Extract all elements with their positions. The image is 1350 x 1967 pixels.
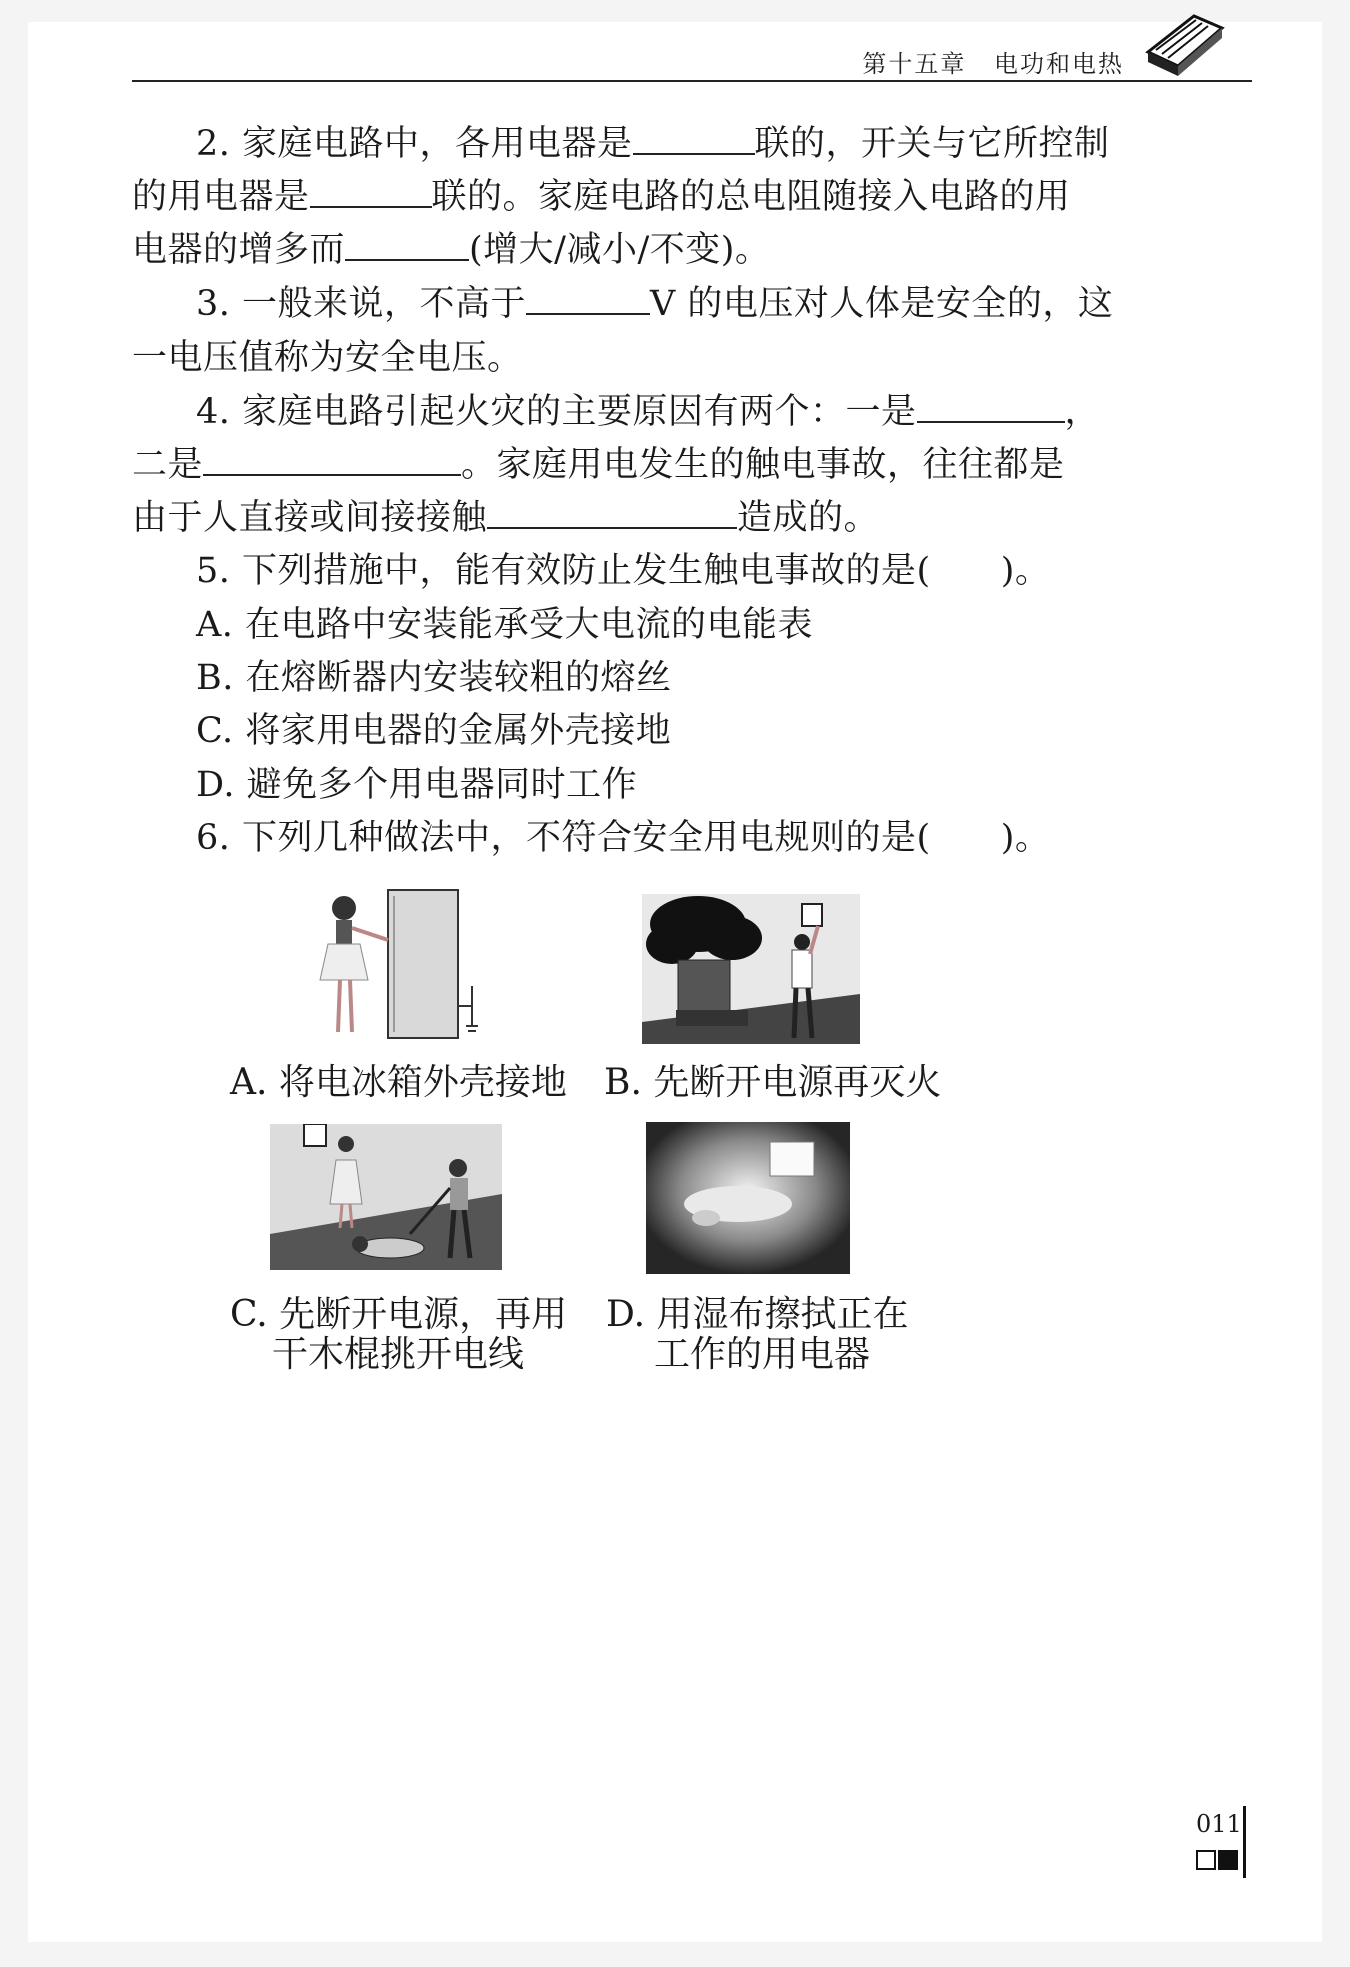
q2-text: 联的，开关与它所控制 [754,124,1110,164]
answer-blank[interactable] [345,229,469,261]
answer-blank[interactable] [633,123,755,155]
chapter-label: 第十五章 [862,50,967,78]
caption-c-line2: 干木棍挑开电线 [272,1334,525,1375]
caption-b: B. 先断开电源再灭火 [604,1062,942,1103]
q3-text: V 的电压对人体是安全的，这 [650,284,1114,324]
q2-text: 联的。家庭电路的总电阻随接入电路的用 [431,177,1071,217]
caption-d-line1: D. 用湿布擦拭正在 [606,1294,909,1335]
q2-line3 [132,222,770,272]
footer-rule [1243,1806,1246,1878]
q6-text: )。 [1000,818,1051,858]
q5-stem [196,543,1050,593]
filled-square-icon [1218,1850,1238,1870]
caption-d-line2: 工作的用电器 [654,1334,871,1375]
q5-text: 5. 下列措施中，能有效防止发生触电事故的是( [196,551,931,591]
q5-option-a: A. 在电路中安装能承受大电流的电能表 [196,605,814,645]
q6-stem [196,810,1050,860]
q6-text: 6. 下列几种做法中，不符合安全用电规则的是( [196,818,931,858]
q4-text: 二是 [132,445,204,485]
q5-option-d: D. 避免多个用电器同时工作 [196,765,638,805]
book-icon [1142,8,1228,80]
hollow-square-icon [1196,1850,1216,1870]
q2-text: (增大/减小/不变)。 [469,230,771,270]
answer-blank[interactable] [917,391,1065,423]
q5-option-c: C. 将家用电器的金属外壳接地 [196,711,672,751]
q2-text: 的用电器是 [132,177,310,217]
q5-text: )。 [1000,551,1051,591]
q2-text: 2. 家庭电路中，各用电器是 [196,124,633,164]
figure-d-wet-cloth [646,1122,850,1274]
q4-text: 。家庭用电发生的触电事故，往往都是 [461,445,1065,485]
q4-line3 [132,490,879,540]
answer-blank[interactable] [203,444,461,476]
q5-option-b: B. 在熔断器内安装较粗的熔丝 [196,658,672,698]
q3-line2: 一电压值称为安全电压。 [132,338,523,378]
figure-a-fridge-grounding [316,886,492,1046]
q4-text: 由于人直接或间接接触 [132,498,488,538]
q4-line2 [132,437,1065,487]
q2-line1 [196,116,1110,166]
answer-blank[interactable] [526,283,650,315]
answer-blank[interactable] [310,176,432,208]
figure-b-fire-switch [642,894,860,1044]
q4-text: 4. 家庭电路引起火灾的主要原因有两个：一是 [196,392,917,432]
chapter-title: 电功和电热 [994,50,1124,78]
q4-text: ， [1064,392,1101,432]
q2-text: 电器的增多而 [132,230,346,270]
page-header [132,0,1252,84]
q4-text: 造成的。 [737,498,880,538]
q4-line1 [196,384,1100,434]
page-number: 011 [1196,1810,1242,1838]
figure-c-stick-rescue [270,1124,502,1270]
q3-text: 3. 一般来说，不高于 [196,284,527,324]
q3-line1 [196,276,1113,326]
q2-line2 [132,169,1071,219]
caption-c-line1: C. 先断开电源，再用 [230,1294,568,1335]
running-head [844,44,1124,79]
answer-blank[interactable] [487,497,737,529]
header-rule [132,80,1252,82]
caption-a: A. 将电冰箱外壳接地 [230,1062,567,1103]
